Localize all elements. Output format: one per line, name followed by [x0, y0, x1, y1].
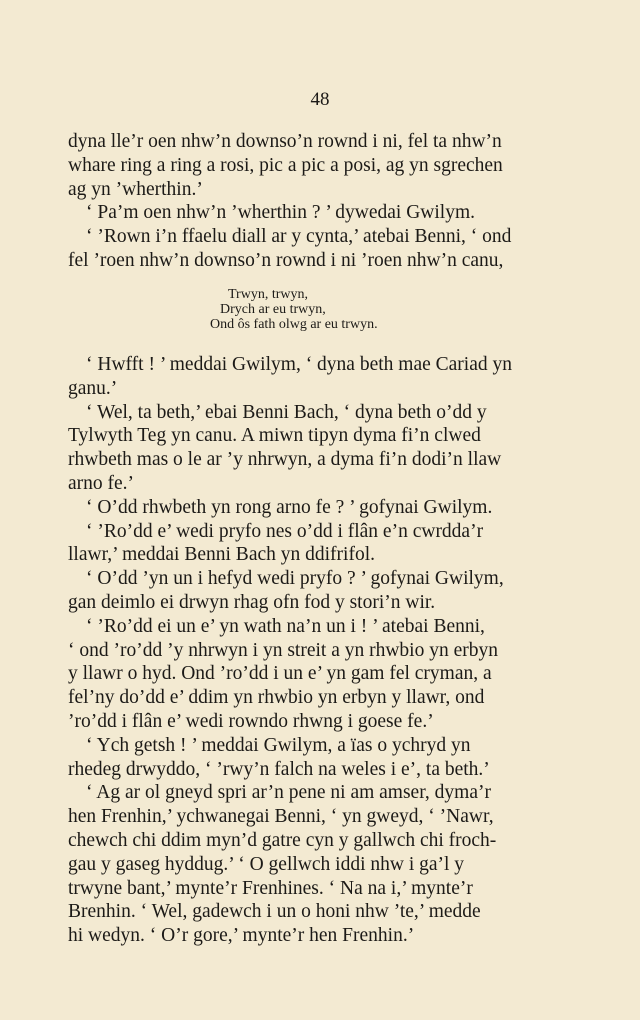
text-line: arno fe.’: [68, 472, 135, 494]
text-line: ganu.’: [68, 377, 118, 399]
page-number: 48: [310, 89, 330, 110]
text-line: ‘ ’Rown i’n ffaelu diall ar y cynta,’ atebai Benni, ‘ ond: [86, 226, 512, 248]
text-line: gan deimlo ei drwyn rhag ofn fod y stori’n wir.: [68, 591, 436, 613]
text-line: ‘ Ych getsh ! ’ meddai Gwilym, a ïas o ychryd yn: [86, 734, 471, 756]
text-line: hen Frenhin,’ ychwanegai Benni, ‘ yn gweyd, ‘ ’Nawr,: [68, 806, 494, 828]
text-line: rhedeg drwyddo, ‘ ’rwy’n falch na weles i e’, ta beth.’: [68, 758, 490, 780]
text-line: whare ring a ring a rosi, pic a pic a posi, ag yn sgrechen: [68, 154, 503, 176]
text-line: ‘ Hwfft ! ’ meddai Gwilym, ‘ dyna beth mae Cariad yn: [86, 354, 512, 375]
text-line: ‘ Wel, ta beth,’ ebai Benni Bach, ‘ dyna beth o’dd y: [86, 401, 487, 423]
text-line: ‘ O’dd ’yn un i hefyd wedi pryfo ? ’ gofynai Gwilym,: [86, 568, 504, 590]
text-line: ‘ ond ’ro’dd ’y nhrwyn i yn streit a yn rhwbio yn erbyn: [68, 639, 498, 661]
verse-block: [210, 287, 510, 332]
verse-line: Ond ôs fath olwg ar eu trwyn.: [210, 317, 378, 332]
text-line: ‘ O’dd rhwbeth yn rong arno fe ? ’ gofynai Gwilym.: [86, 496, 493, 518]
text-line: trwyne bant,’ mynte’r Frenhines. ‘ Na na i,’ mynte’r: [68, 877, 473, 899]
text-line: Brenhin. ‘ Wel, gadewch i un o honi nhw ’te,’ medde: [68, 901, 481, 923]
text-line: fel ’roen nhw’n downso’n rownd i ni ’roen nhw’n canu,: [68, 249, 504, 271]
text-line: chewch chi ddim myn’d gatre cyn y gallwch chi froch-: [68, 829, 497, 851]
text-block-top: [68, 130, 588, 273]
text-line: gau y gaseg hyddug.’ ‘ O gellwch iddi nhw i ga’l y: [68, 853, 465, 875]
text-line: ‘ Ag ar ol gneyd spri ar’n pene ni am amser, dyma’r: [86, 782, 491, 804]
text-line: ‘ ’Ro’dd e’ wedi pryfo nes o’dd i flân e’n cwrdda’r: [86, 520, 484, 542]
text-line: hi wedyn. ‘ O’r gore,’ mynte’r hen Frenhin.’: [68, 925, 415, 947]
text-line: llawr,’ meddai Benni Bach yn ddifrifol.: [68, 544, 375, 566]
text-line: ‘ ’Ro’dd ei un e’ yn wath na’n un i ! ’ atebai Benni,: [86, 615, 485, 637]
text-line: fel’ny do’dd e’ ddim yn rhwbio yn erbyn y llawr, ond: [68, 687, 485, 709]
text-line: ‘ Pa’m oen nhw’n ’wherthin ? ’ dywedai Gwilym.: [86, 202, 476, 224]
text-line: dyna lle’r oen nhw’n downso’n rownd i ni, fel ta nhw’n: [68, 131, 502, 152]
verse-line: Drych ar eu trwyn,: [220, 302, 326, 317]
text-line: rhwbeth mas o le ar ’y nhrwyn, a dyma fi’n dodi’n llaw: [68, 449, 502, 471]
verse-line: Trwyn, trwyn,: [228, 287, 308, 302]
text-line: ag yn ’wherthin.’: [68, 178, 203, 200]
text-line: y llawr o hyd. Ond ’ro’dd i un e’ yn gam fel cryman, a: [68, 663, 492, 685]
text-line: Tylwyth Teg yn canu. A miwn tipyn dyma fi’n clwed: [68, 425, 481, 447]
text-block-bottom: [68, 353, 588, 948]
text-line: ’ro’dd i flân e’ wedi rowndo rhwng i goese fe.’: [68, 710, 434, 732]
